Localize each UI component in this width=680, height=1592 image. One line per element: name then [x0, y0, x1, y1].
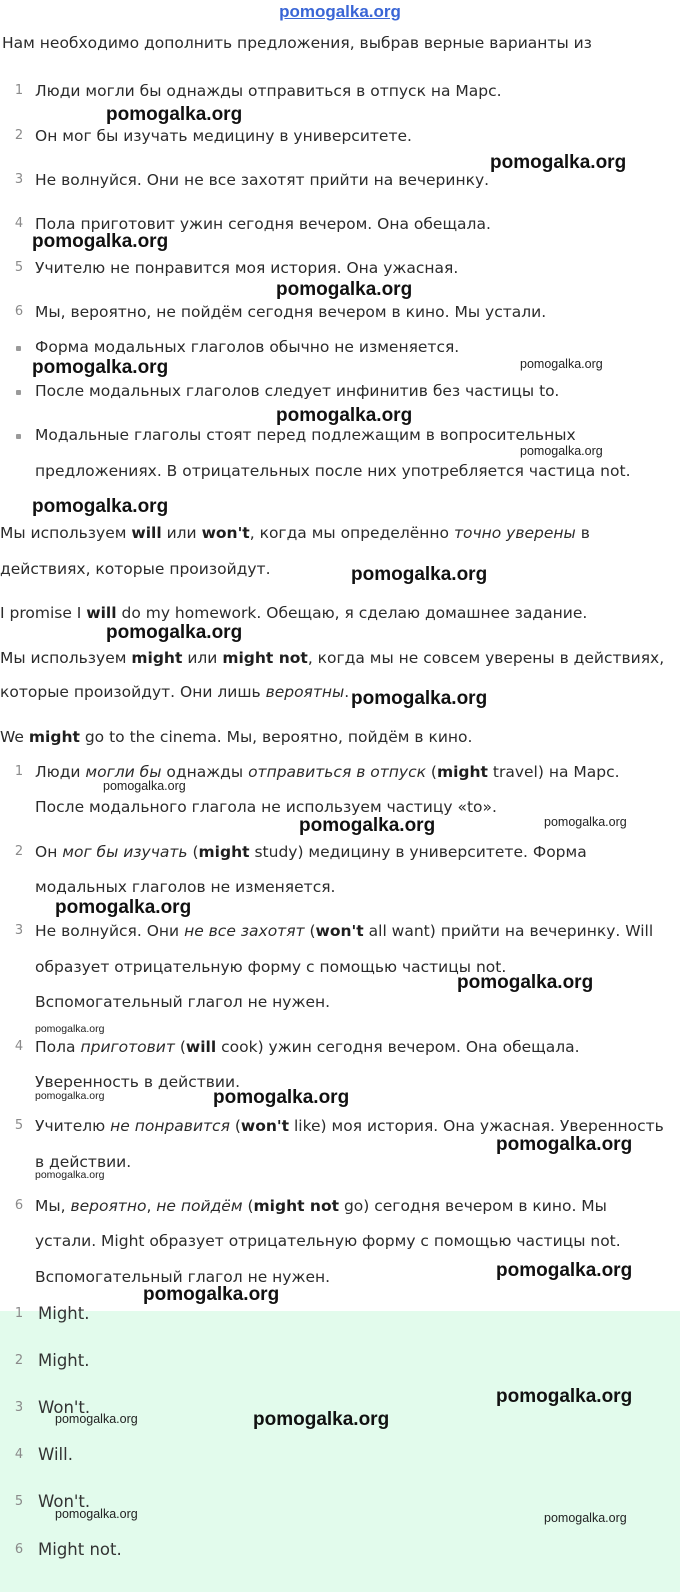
watermark: pomogalka.org	[496, 1386, 633, 1407]
task-item: Люди могли бы однажды отправиться в отпуск на Марс.	[35, 82, 502, 100]
task-item: Он мог бы изучать медицину в университете.	[35, 127, 412, 145]
explanation-line: Люди могли бы однажды отправиться в отпуск (might travel) на Марс.	[35, 763, 620, 781]
watermark: pomogalka.org	[32, 357, 169, 378]
answer-number: 3	[14, 1400, 24, 1415]
watermark: pomogalka.org	[106, 104, 243, 125]
rule-item: После модальных глаголов следует инфинитив без частицы to.	[35, 382, 560, 400]
theory-will-paragraph-line2: действиях, которые произойдут.	[0, 560, 271, 578]
watermark: pomogalka.org	[496, 1134, 633, 1155]
task-number: 5	[14, 260, 24, 275]
watermark: pomogalka.org	[520, 357, 603, 371]
task-number: 3	[14, 172, 24, 187]
task-item: Пола приготовит ужин сегодня вечером. Она обещала.	[35, 215, 491, 233]
explanation-line: Вспомогательный глагол не нужен.	[35, 993, 331, 1011]
explanation-line: Вспомогательный глагол не нужен.	[35, 1268, 331, 1286]
rule-item-continued: предложениях. В отрицательных после них употребляется частица not.	[35, 462, 631, 480]
task-item: Не волнуйся. Они не все захотят прийти на вечеринку.	[35, 171, 490, 189]
answer-number: 5	[14, 1494, 24, 1509]
task-item: Мы, вероятно, не пойдём сегодня вечером в кино. Мы устали.	[35, 303, 547, 321]
explanation-line: Мы, вероятно, не пойдём (might not go) сегодня вечером в кино. Мы	[35, 1197, 607, 1215]
watermark: pomogalka.org	[490, 152, 627, 173]
explanation-line: в действии.	[35, 1153, 132, 1171]
explanation-line: Он мог бы изучать (might study) медицину в университете. Форма	[35, 843, 587, 861]
watermark: pomogalka.org	[351, 688, 488, 709]
example-will: I promise I will do my homework. Обещаю, я сделаю домашнее задание.	[0, 604, 588, 622]
watermark: pomogalka.org	[520, 444, 603, 458]
watermark: pomogalka.org	[103, 779, 186, 793]
watermark: pomogalka.org	[351, 564, 488, 585]
theory-might-paragraph: Мы используем might или might not, когда мы не совсем уверены в действиях,	[0, 649, 665, 667]
watermark: pomogalka.org	[35, 1090, 105, 1102]
task-number: 4	[14, 216, 24, 231]
theory-might-paragraph-line2: которые произойдут. Они лишь вероятны.	[0, 683, 350, 701]
site-logo-link[interactable]: pomogalka.org	[279, 2, 401, 21]
explanation-line: После модального глагола не используем частицу «to».	[35, 798, 497, 816]
explanation-line: Не волнуйся. Они не все захотят (won't all want) прийти на вечеринку. Will	[35, 922, 654, 940]
watermark: pomogalka.org	[457, 972, 594, 993]
explanation-line: Уверенность в действии.	[35, 1073, 241, 1091]
answer-item: Won't.	[38, 1492, 91, 1511]
explanation-number: 1	[14, 764, 24, 779]
watermark: pomogalka.org	[32, 496, 169, 517]
answer-item: Might.	[38, 1304, 90, 1323]
watermark: pomogalka.org	[276, 405, 413, 426]
task-number: 6	[14, 304, 24, 319]
explanation-number: 2	[14, 844, 24, 859]
watermark: pomogalka.org	[55, 897, 192, 918]
explanation-number: 5	[14, 1118, 24, 1133]
watermark: pomogalka.org	[276, 279, 413, 300]
answer-item: Might.	[38, 1351, 90, 1370]
watermark: pomogalka.org	[35, 1023, 105, 1035]
watermark: pomogalka.org	[35, 1169, 105, 1181]
bullet-icon	[16, 434, 21, 439]
answer-number: 6	[14, 1542, 24, 1557]
intro-text: Нам необходимо дополнить предложения, выбрав верные варианты из	[2, 34, 592, 52]
answer-item: Won't.	[38, 1398, 91, 1417]
explanation-line: Учителю не понравится (won't like) моя история. Она ужасная. Уверенность	[35, 1117, 664, 1135]
answer-number: 1	[14, 1306, 24, 1321]
example-might: We might go to the cinema. Мы, вероятно, пойдём в кино.	[0, 728, 473, 746]
watermark: pomogalka.org	[32, 231, 169, 252]
watermark: pomogalka.org	[253, 1409, 390, 1430]
explanation-line: образует отрицательную форму с помощью частицы not.	[35, 958, 507, 976]
watermark: pomogalka.org	[106, 622, 243, 643]
watermark: pomogalka.org	[544, 1511, 627, 1525]
explanation-line: Пола приготовит (will cook) ужин сегодня вечером. Она обещала.	[35, 1038, 580, 1056]
explanation-line: устали. Might образует отрицательную форму с помощью частицы not.	[35, 1232, 621, 1250]
task-number: 1	[14, 83, 24, 98]
watermark: pomogalka.org	[143, 1284, 280, 1305]
rule-item: Форма модальных глаголов обычно не изменяется.	[35, 338, 460, 356]
explanation-line: модальных глаголов не изменяется.	[35, 878, 336, 896]
rule-item: Модальные глаголы стоят перед подлежащим в вопросительных	[35, 426, 576, 444]
theory-will-paragraph: Мы используем will или won't, когда мы определённо точно уверены в	[0, 524, 590, 542]
watermark: pomogalka.org	[213, 1087, 350, 1108]
watermark: pomogalka.org	[299, 815, 436, 836]
task-number: 2	[14, 128, 24, 143]
answer-item: Might not.	[38, 1540, 122, 1559]
bullet-icon	[16, 346, 21, 351]
watermark: pomogalka.org	[55, 1507, 138, 1521]
watermark: pomogalka.org	[55, 1412, 138, 1426]
answer-number: 4	[14, 1447, 24, 1462]
explanation-number: 6	[14, 1198, 24, 1213]
answers-panel	[0, 1304, 680, 1592]
explanation-number: 3	[14, 923, 24, 938]
task-item: Учителю не понравится моя история. Она ужасная.	[35, 259, 459, 277]
bullet-icon	[16, 390, 21, 395]
watermark: pomogalka.org	[544, 815, 627, 829]
watermark: pomogalka.org	[496, 1260, 633, 1281]
explanation-number: 4	[14, 1039, 24, 1054]
answer-item: Will.	[38, 1445, 73, 1464]
answer-number: 2	[14, 1353, 24, 1368]
